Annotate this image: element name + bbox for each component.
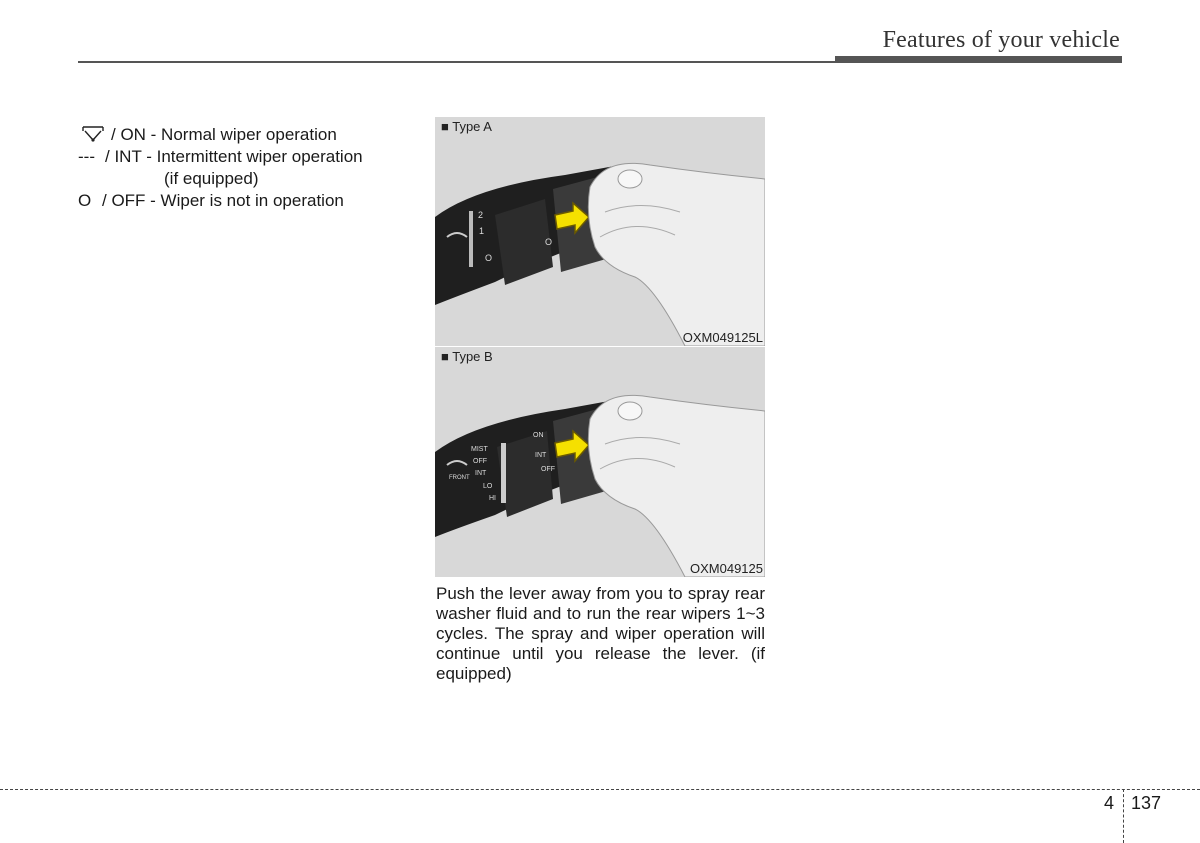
mode-off-symbol: O <box>78 191 92 210</box>
footer-divider <box>1123 789 1124 843</box>
mode-row-int <box>78 146 410 168</box>
mode-row-off <box>78 190 410 212</box>
figure-b-code: OXM049125 <box>690 561 763 576</box>
figure-a-label: ■ Type A <box>441 119 492 134</box>
marking-rear-off: OFF <box>541 466 555 473</box>
marking-hi: HI <box>489 495 496 502</box>
page-header-title: Features of your vehicle <box>882 27 1120 53</box>
marking-off: OFF <box>473 458 487 465</box>
marking-front: FRONT <box>449 475 470 481</box>
figure-type-a <box>435 117 765 346</box>
footer-rule <box>0 789 1200 790</box>
marking-rear-on: ON <box>533 432 544 439</box>
svg-text:O: O <box>545 237 553 247</box>
svg-text:2: 2 <box>478 210 484 220</box>
mode-int-symbol: --- <box>78 147 95 166</box>
mode-off-label: / OFF - Wiper is not in operation <box>102 191 344 210</box>
marking-int: INT <box>475 470 487 477</box>
figure-a-code: OXM049125L <box>682 330 763 345</box>
page-number: 137 <box>1131 793 1162 813</box>
svg-text:1: 1 <box>479 226 485 236</box>
header-bar <box>835 56 1122 63</box>
mode-int-label: / INT - Intermittent wiper operation <box>105 147 363 166</box>
wiper-lever-illustration-b <box>435 347 765 577</box>
mode-row-int-continuation <box>78 168 410 190</box>
figure-b-label: ■ Type B <box>441 349 493 364</box>
wiper-lever-illustration-a <box>435 117 765 346</box>
marking-lo: LO <box>483 483 493 490</box>
marking-mist: MIST <box>471 446 488 453</box>
svg-text:O: O <box>485 253 493 263</box>
header-rule <box>78 61 835 63</box>
mode-on-label: / ON - Normal wiper operation <box>111 125 337 144</box>
wiper-mode-list <box>78 124 410 212</box>
figure-type-b <box>435 347 765 577</box>
rear-washer-instructions: Push the lever away from you to spray rear washer fluid and to run the rear wipers 1~3 cycles. The spray and wiper operation will continue until you release the lever. (if equipped) <box>436 584 765 683</box>
mode-int-note: (if equipped) <box>164 169 259 188</box>
chapter-number: 4 <box>1104 793 1115 813</box>
wiper-on-icon <box>82 125 104 143</box>
marking-rear-int: INT <box>535 452 547 459</box>
mode-row-on <box>78 124 410 146</box>
